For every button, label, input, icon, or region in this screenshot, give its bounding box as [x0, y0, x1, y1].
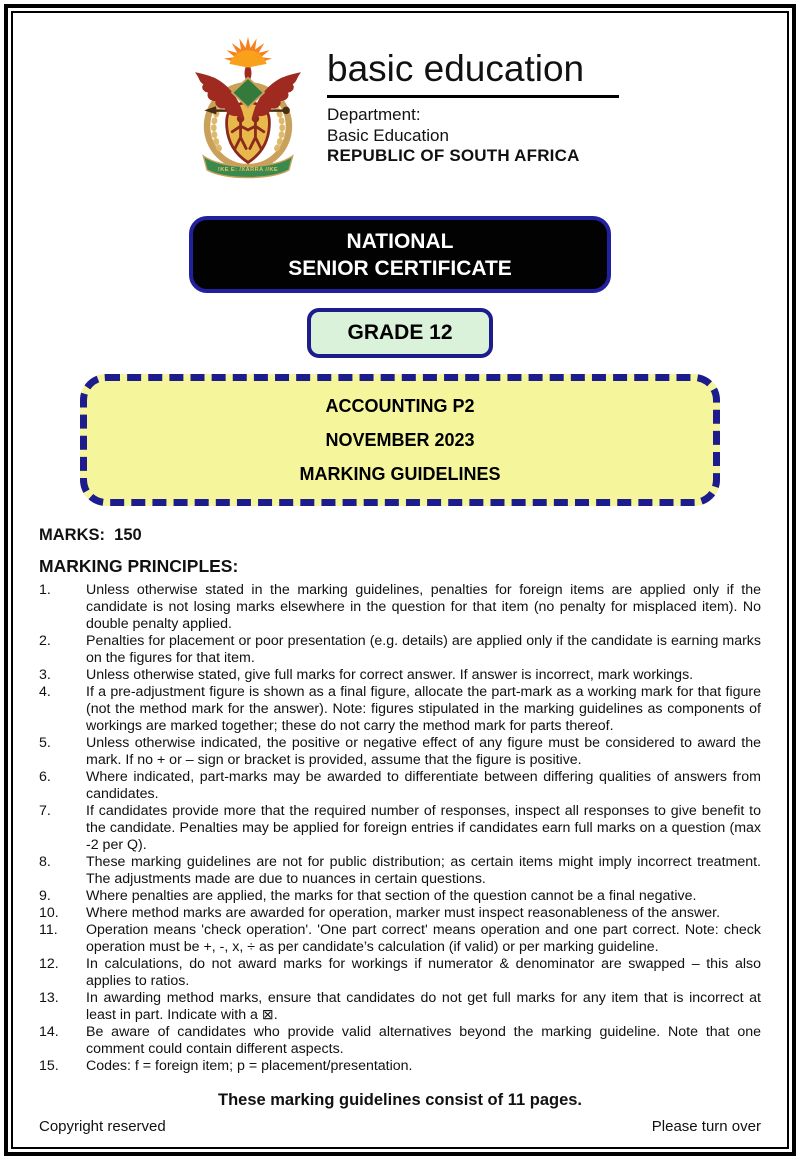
copyright-notice: Copyright reserved: [39, 1118, 166, 1135]
principle-item: [39, 1024, 761, 1058]
principle-text: These marking guidelines are not for public distribution; as certain items might imply incorrect treatment. The adjustments made are due to nuances in certain questions.: [86, 854, 761, 887]
subject-title: ACCOUNTING P2: [325, 395, 475, 416]
principle-text: Codes: f = foreign item; p = placement/presentation.: [86, 1058, 413, 1074]
principle-text: In calculations, do not award marks for workings if numerator & denominator are swapped – this also applies to ratios.: [86, 956, 761, 989]
principle-text: In awarding method marks, ensure that candidates do not get full marks for any item that is incorrect at least in part. Indicate with a ⊠.: [86, 990, 761, 1023]
principle-number: 5.: [39, 735, 51, 751]
logo-title: basic education: [327, 50, 619, 98]
logo-wordmark: [327, 50, 619, 167]
principle-item: [39, 769, 761, 803]
certificate-line-2: SENIOR CERTIFICATE: [288, 256, 512, 280]
principle-item: [39, 956, 761, 990]
exam-session: NOVEMBER 2023: [325, 429, 475, 450]
grade-box: [307, 308, 493, 358]
principles-list: [39, 582, 761, 1075]
coat-of-arms-logo: [181, 35, 315, 182]
principle-item: [39, 990, 761, 1024]
principle-number: 12.: [39, 956, 59, 972]
principle-number: 8.: [39, 854, 51, 870]
principle-text: Operation means 'check operation'. 'One part correct' means operation and one part correct. Note: check operation must be +, -, x, ÷ as per candidate’s calculation (if valid) or per marking guideline.: [86, 922, 761, 955]
turn-over-note: Please turn over: [651, 1118, 761, 1135]
principle-text: Unless otherwise stated, give full marks for correct answer. If answer is incorrect, mark workings.: [86, 667, 694, 683]
logo-department-label: Department:: [327, 105, 421, 125]
principle-item: [39, 684, 761, 735]
principle-item: [39, 905, 761, 922]
principle-number: 7.: [39, 803, 51, 819]
principle-item: [39, 803, 761, 854]
principles-heading: MARKING PRINCIPLES:: [39, 556, 239, 576]
principle-number: 2.: [39, 633, 51, 649]
principle-text: Penalties for placement or poor presentation (e.g. details) are applied only if the candidate is earning marks on the figures for that item.: [86, 633, 761, 666]
principle-item: [39, 667, 761, 684]
principle-number: 10.: [39, 905, 59, 921]
motto-text: !KE E: /XARRA //KE: [217, 166, 279, 173]
principle-text: Where penalties are applied, the marks for that section of the question cannot be a final negative.: [86, 888, 697, 904]
principle-number: 6.: [39, 769, 51, 785]
principle-text: If a pre-adjustment figure is shown as a final figure, allocate the part-mark as a working mark for that figure (not the method mark for the answer). Note: figures stipulated in the marking guidelines as components of workings are marked together; these do not carry the method mark for parts thereof.: [86, 684, 761, 734]
principle-number: 1.: [39, 582, 51, 598]
principle-text: Unless otherwise indicated, the positive or negative effect of any figure must be considered to award the mark. If no + or – sign or bracket is provided, assume that the figure is positive.: [86, 735, 761, 768]
principle-number: 13.: [39, 990, 59, 1006]
principle-item: [39, 1058, 761, 1075]
principle-text: Be aware of candidates who provide valid alternatives beyond the marking guideline. Note that one comment could contain different aspects.: [86, 1024, 761, 1057]
principle-item: [39, 582, 761, 633]
logo-department-name: Basic Education: [327, 125, 449, 145]
page-frame: [4, 4, 796, 1156]
pages-note: These marking guidelines consist of 11 pages.: [217, 1091, 583, 1109]
principle-item: [39, 922, 761, 956]
subject-box: [80, 374, 720, 506]
principle-item: [39, 888, 761, 905]
principle-text: If candidates provide more that the required number of responses, inspect all responses to give benefit to the candidate. Penalties may be applied for foreign entries if candidates earn full marks on a question (max -2 per Q).: [86, 803, 761, 853]
principle-text: Where indicated, part-marks may be awarded to differentiate between differing qualities of answers from candidates.: [86, 769, 761, 802]
principle-number: 14.: [39, 1024, 59, 1040]
header: [39, 35, 761, 182]
marks-total: MARKS: 150: [39, 526, 142, 544]
grade-label: GRADE 12: [347, 321, 453, 344]
logo-country: REPUBLIC OF SOUTH AFRICA: [327, 146, 580, 166]
principle-item: [39, 854, 761, 888]
principle-number: 11.: [39, 922, 58, 938]
principle-text: Where method marks are awarded for operation, marker must inspect reasonableness of the answer.: [86, 905, 721, 921]
principle-text: Unless otherwise stated in the marking guidelines, penalties for foreign items are applied only if the candidate is not losing marks elsewhere in the question for that item (no penalty for misplaced item). No double penalty applied.: [86, 582, 761, 632]
certificate-title-box: [189, 216, 611, 293]
footer: [39, 1118, 761, 1135]
principle-number: 4.: [39, 684, 51, 700]
principle-item: [39, 735, 761, 769]
document-type: MARKING GUIDELINES: [299, 463, 501, 484]
principle-number: 3.: [39, 667, 51, 683]
certificate-line-1: NATIONAL: [346, 229, 454, 253]
page: [11, 11, 789, 1149]
principle-number: 15.: [39, 1058, 59, 1074]
principle-number: 9.: [39, 888, 51, 904]
principle-item: [39, 633, 761, 667]
